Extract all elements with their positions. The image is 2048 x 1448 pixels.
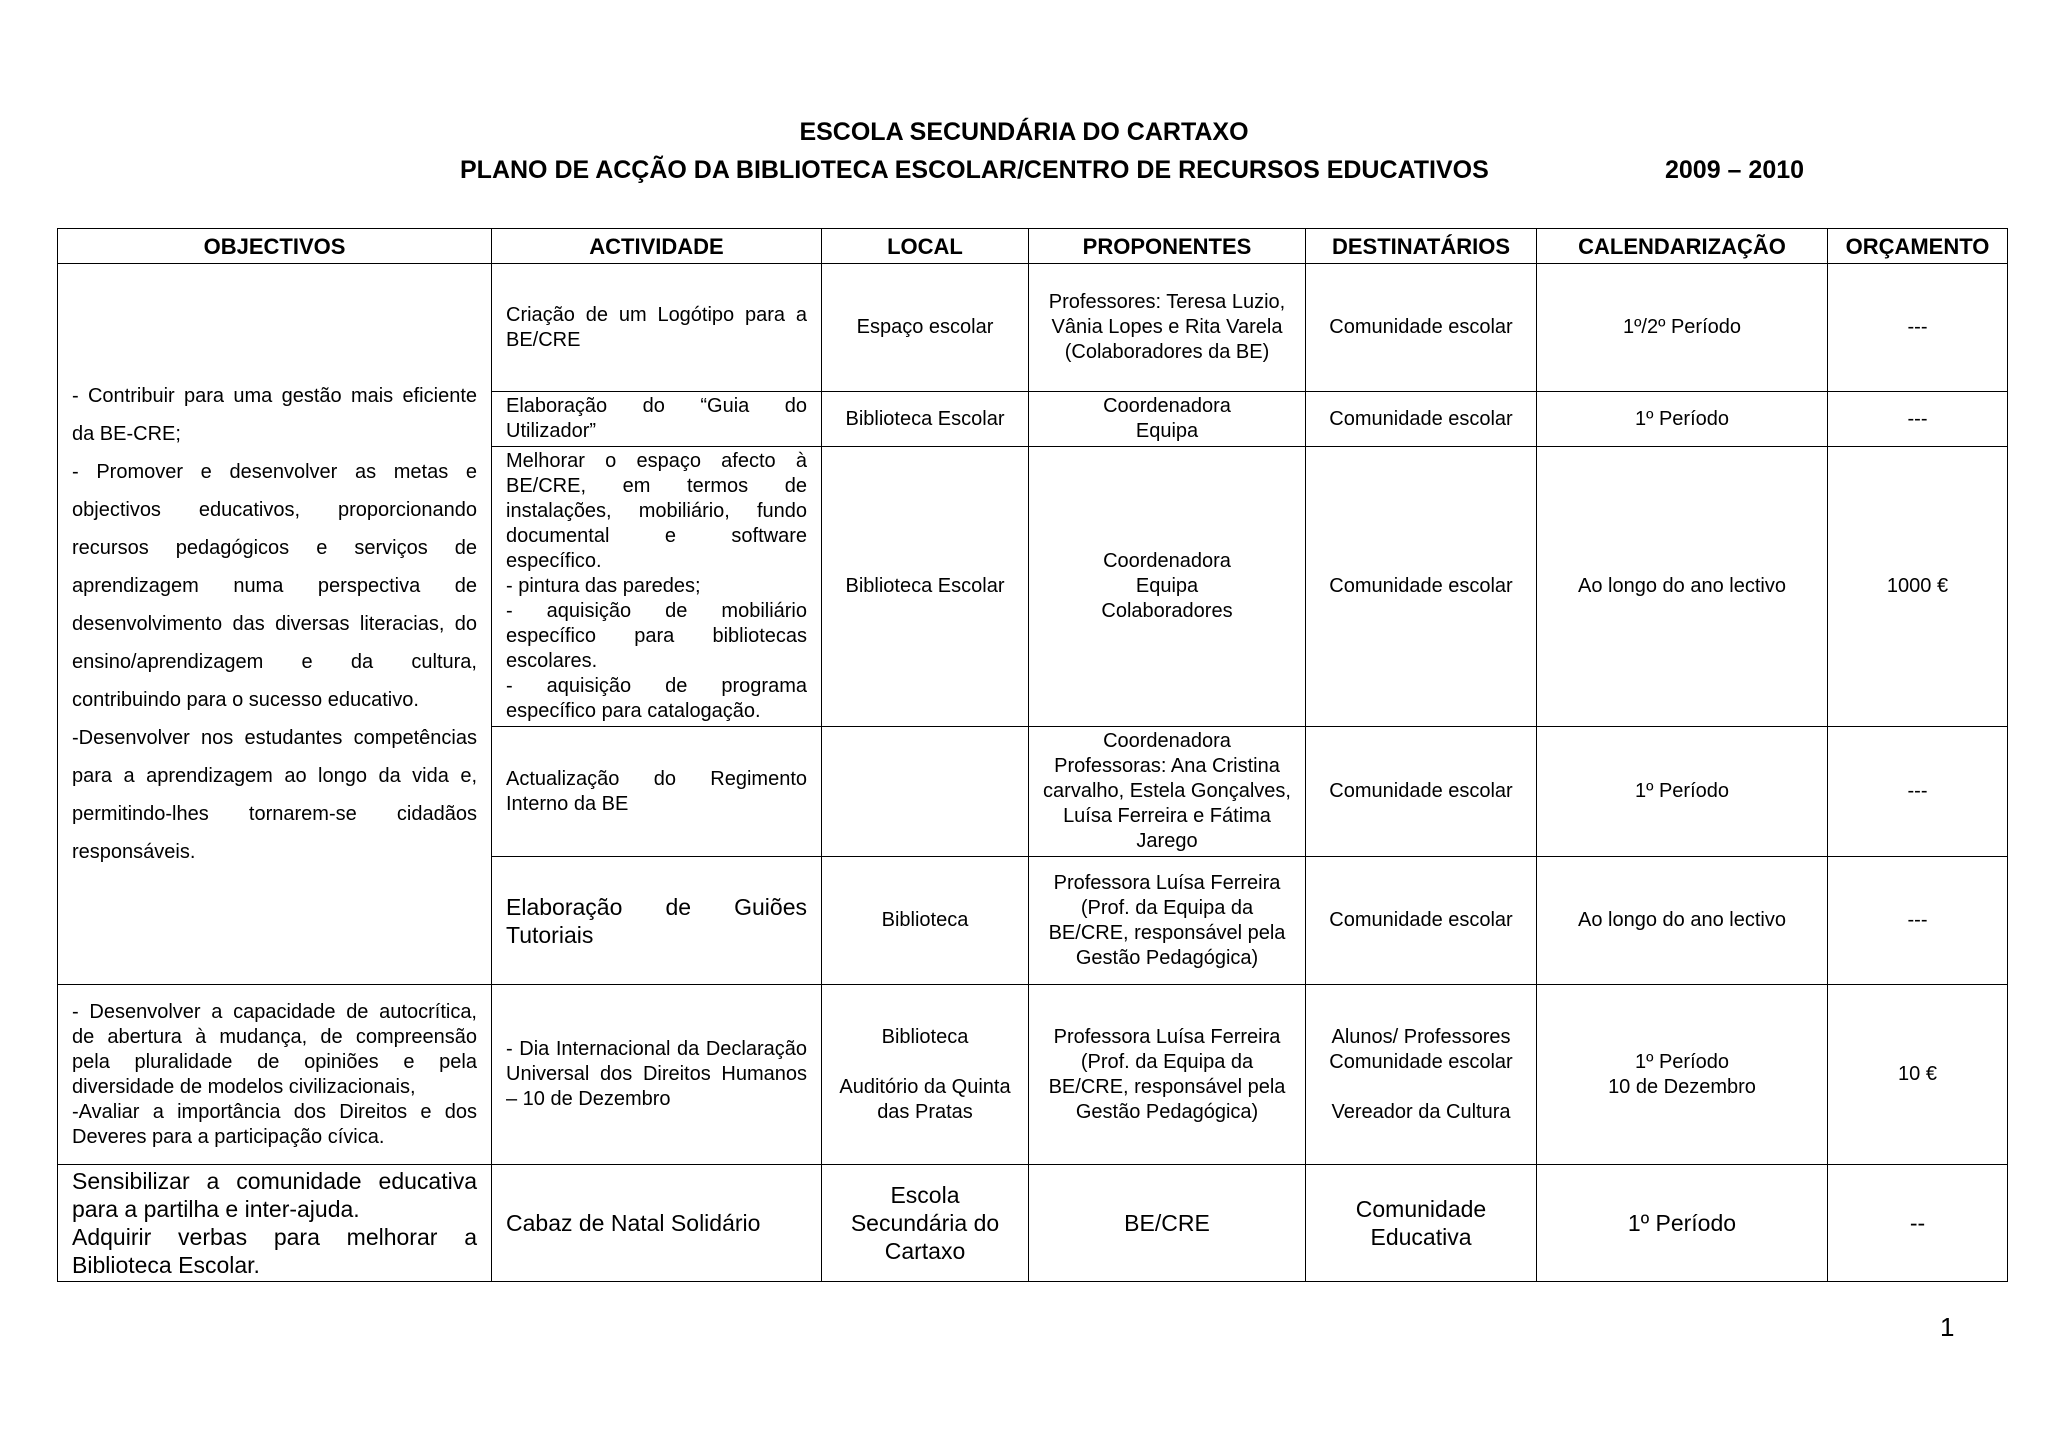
budget-text: --- bbox=[1907, 316, 1928, 338]
local-text: Biblioteca Escolar bbox=[845, 575, 1005, 597]
budget-cell bbox=[1828, 1165, 2008, 1282]
budget-text: 1000 € bbox=[1886, 575, 1949, 597]
proponent-text: (Prof. da Equipa da BE/CRE, responsável pela Gestão Pedagógica) bbox=[1048, 896, 1286, 969]
schedule-text: 1º Período bbox=[1634, 780, 1730, 802]
recipient-text: Comunidade escolar bbox=[1329, 909, 1513, 931]
budget-text: 10 € bbox=[1898, 1063, 1937, 1085]
objectives-cell bbox=[58, 985, 492, 1165]
activity-text: Elaboração de Guiões Tutoriais bbox=[506, 893, 807, 948]
budget-text: --- bbox=[1907, 407, 1928, 430]
local-cell bbox=[822, 392, 1029, 447]
activity-cell bbox=[492, 447, 822, 727]
recipient-text: Comunidade escolar bbox=[1329, 780, 1513, 802]
recipient-text: Comunidade escolar bbox=[1329, 575, 1513, 597]
schedule-cell bbox=[1537, 1165, 1828, 1282]
recipient-text: Comunidade escolar bbox=[1329, 1050, 1513, 1073]
local-cell bbox=[822, 1165, 1029, 1282]
local-text: Biblioteca bbox=[881, 909, 969, 931]
schedule-cell bbox=[1537, 447, 1828, 727]
local-text: Escola Secundária do Cartaxo bbox=[850, 1182, 1000, 1264]
proponent-text: BE/CRE bbox=[1124, 1210, 1210, 1236]
objective-text: - Promover e desenvolver as metas e objectivos educativos, proporcionando recursos pedagógicos e serviços de aprendizagem numa perspectiva de desenvolvimento das diversas literacias, do ensino/aprendizagem e da cultura, contribuindo para o sucesso educativo. bbox=[72, 461, 477, 711]
budget-text: --- bbox=[1907, 780, 1928, 802]
local-cell bbox=[822, 727, 1029, 857]
objective-text: Adquirir verbas para melhorar a Biblioteca Escolar. bbox=[72, 1224, 477, 1278]
activity-cell bbox=[492, 1165, 822, 1282]
page-number: 1 bbox=[1940, 1312, 1955, 1342]
school-year: 2009 – 2010 bbox=[1665, 156, 1805, 184]
local-text: Espaço escolar bbox=[856, 316, 994, 338]
activity-cell bbox=[492, 264, 822, 392]
proponents-cell bbox=[1029, 727, 1306, 857]
column-header: ACTIVIDADE bbox=[492, 229, 822, 264]
activity-text: - pintura das paredes; bbox=[506, 575, 701, 597]
budget-text: -- bbox=[1909, 1210, 1926, 1236]
recipients-cell bbox=[1306, 447, 1537, 727]
activity-text: - Dia Internacional da Declaração Universal dos Direitos Humanos – 10 de Dezembro bbox=[506, 1038, 807, 1110]
local-text: Biblioteca bbox=[881, 1025, 969, 1048]
budget-cell bbox=[1828, 857, 2008, 985]
recipients-cell bbox=[1306, 392, 1537, 447]
local-text: Biblioteca Escolar bbox=[845, 407, 1005, 430]
column-header: OBJECTIVOS bbox=[58, 229, 492, 264]
recipient-text: Vereador da Cultura bbox=[1331, 1100, 1511, 1123]
objective-text: -Avaliar a importância dos Direitos e dos Deveres para a participação cívica. bbox=[72, 1100, 477, 1148]
objective-text: Sensibilizar a comunidade educativa para a partilha e inter-ajuda. bbox=[72, 1168, 477, 1222]
proponent-text: Professoras: Ana Cristina carvalho, Estela Gonçalves, Luísa Ferreira e Fátima Jarego bbox=[1043, 755, 1291, 852]
action-plan-table bbox=[57, 228, 2008, 1282]
schedule-text: 10 de Dezembro bbox=[1608, 1075, 1756, 1098]
column-header: CALENDARIZAÇÃO bbox=[1537, 229, 1828, 264]
schedule-text: 1º Período bbox=[1634, 407, 1730, 430]
activity-cell bbox=[492, 392, 822, 447]
proponent-text: Equipa bbox=[1135, 575, 1199, 597]
proponent-text: Colaboradores bbox=[1101, 600, 1233, 622]
column-header: DESTINATÁRIOS bbox=[1306, 229, 1537, 264]
objective-text: - Desenvolver a capacidade de autocrítica, de abertura à mudança, de compreensão pela pluralidade de opiniões e pela diversidade de modelos civilizacionais, bbox=[72, 1000, 477, 1098]
proponent-text: Coordenadora bbox=[1103, 395, 1231, 417]
activity-text: Elaboração do “Guia do Utilizador” bbox=[506, 395, 807, 442]
activity-text: - aquisição de programa específico para catalogação. bbox=[506, 675, 807, 722]
column-header: PROPONENTES bbox=[1029, 229, 1306, 264]
activity-text: Melhorar o espaço afecto à BE/CRE, em termos de instalações, mobiliário, fundo documental e software específico. bbox=[506, 450, 807, 572]
proponent-text: Equipa bbox=[1135, 420, 1199, 442]
activity-text: - aquisição de mobiliário específico para bibliotecas escolares. bbox=[506, 600, 807, 672]
proponents-cell bbox=[1029, 392, 1306, 447]
recipients-cell bbox=[1306, 264, 1537, 392]
proponents-cell bbox=[1029, 264, 1306, 392]
proponents-cell bbox=[1029, 857, 1306, 985]
table-row bbox=[58, 1165, 2008, 1282]
budget-cell bbox=[1828, 447, 2008, 727]
plan-title: PLANO DE ACÇÃO DA BIBLIOTECA ESCOLAR/CENTRO DE RECURSOS EDUCATIVOS bbox=[460, 156, 1489, 184]
proponents-cell bbox=[1029, 447, 1306, 727]
proponent-text: Professores: Teresa Luzio, bbox=[1048, 291, 1286, 313]
school-title: ESCOLA SECUNDÁRIA DO CARTAXO bbox=[799, 118, 1249, 146]
column-header: ORÇAMENTO bbox=[1828, 229, 2008, 264]
local-cell bbox=[822, 447, 1029, 727]
recipients-cell bbox=[1306, 985, 1537, 1165]
budget-cell bbox=[1828, 264, 2008, 392]
budget-text: --- bbox=[1907, 909, 1928, 931]
schedule-cell bbox=[1537, 985, 1828, 1165]
table-row bbox=[58, 985, 2008, 1165]
activity-cell bbox=[492, 727, 822, 857]
recipients-cell bbox=[1306, 1165, 1537, 1282]
local-text: Auditório da Quinta das Pratas bbox=[839, 1075, 1011, 1123]
activity-text: Actualização do Regimento Interno da BE bbox=[506, 767, 807, 815]
recipient-text: Comunidade escolar bbox=[1329, 316, 1513, 338]
activity-text: Criação de um Logótipo para a BE/CRE bbox=[506, 303, 807, 351]
objective-text: -Desenvolver nos estudantes competências para a aprendizagem ao longo da vida e, permitindo-lhes tornarem-se cidadãos responsáveis. bbox=[72, 727, 477, 863]
budget-cell bbox=[1828, 985, 2008, 1165]
column-header: LOCAL bbox=[822, 229, 1029, 264]
activity-cell bbox=[492, 985, 822, 1165]
proponent-text: Professora Luísa Ferreira bbox=[1053, 871, 1281, 894]
budget-cell bbox=[1828, 392, 2008, 447]
objectives-cell bbox=[58, 1165, 492, 1282]
objectives-cell bbox=[58, 264, 492, 985]
recipient-text: Alunos/ Professores bbox=[1331, 1025, 1511, 1048]
table-header-row bbox=[58, 229, 2008, 264]
schedule-text: Ao longo do ano lectivo bbox=[1578, 575, 1786, 597]
recipients-cell bbox=[1306, 857, 1537, 985]
recipients-cell bbox=[1306, 727, 1537, 857]
budget-cell bbox=[1828, 727, 2008, 857]
proponent-text: Coordenadora bbox=[1103, 730, 1231, 752]
proponent-text: Vânia Lopes e Rita Varela (Colaboradores da BE) bbox=[1051, 316, 1283, 363]
spacer bbox=[836, 1050, 1014, 1075]
schedule-text: Ao longo do ano lectivo bbox=[1578, 909, 1786, 931]
local-cell bbox=[822, 985, 1029, 1165]
schedule-text: 1º/2º Período bbox=[1622, 316, 1742, 338]
proponent-text: (Prof. da Equipa da BE/CRE, responsável pela Gestão Pedagógica) bbox=[1048, 1050, 1286, 1123]
activity-cell bbox=[492, 857, 822, 985]
schedule-cell bbox=[1537, 264, 1828, 392]
schedule-text: 1º Período bbox=[1627, 1210, 1737, 1236]
proponents-cell bbox=[1029, 1165, 1306, 1282]
spacer bbox=[1320, 1075, 1522, 1100]
proponents-cell bbox=[1029, 985, 1306, 1165]
proponent-text: Professora Luísa Ferreira bbox=[1053, 1025, 1281, 1048]
local-cell bbox=[822, 857, 1029, 985]
local-cell bbox=[822, 264, 1029, 392]
schedule-cell bbox=[1537, 392, 1828, 447]
activity-text: Cabaz de Natal Solidário bbox=[506, 1210, 761, 1236]
objective-text: - Contribuir para uma gestão mais eficiente da BE-CRE; bbox=[72, 385, 477, 445]
schedule-text: 1º Período bbox=[1634, 1050, 1730, 1073]
schedule-cell bbox=[1537, 727, 1828, 857]
recipient-text: Comunidade Educativa bbox=[1355, 1196, 1487, 1250]
table-row bbox=[58, 264, 2008, 392]
schedule-cell bbox=[1537, 857, 1828, 985]
recipient-text: Comunidade escolar bbox=[1329, 407, 1513, 430]
proponent-text: Coordenadora bbox=[1103, 550, 1231, 572]
